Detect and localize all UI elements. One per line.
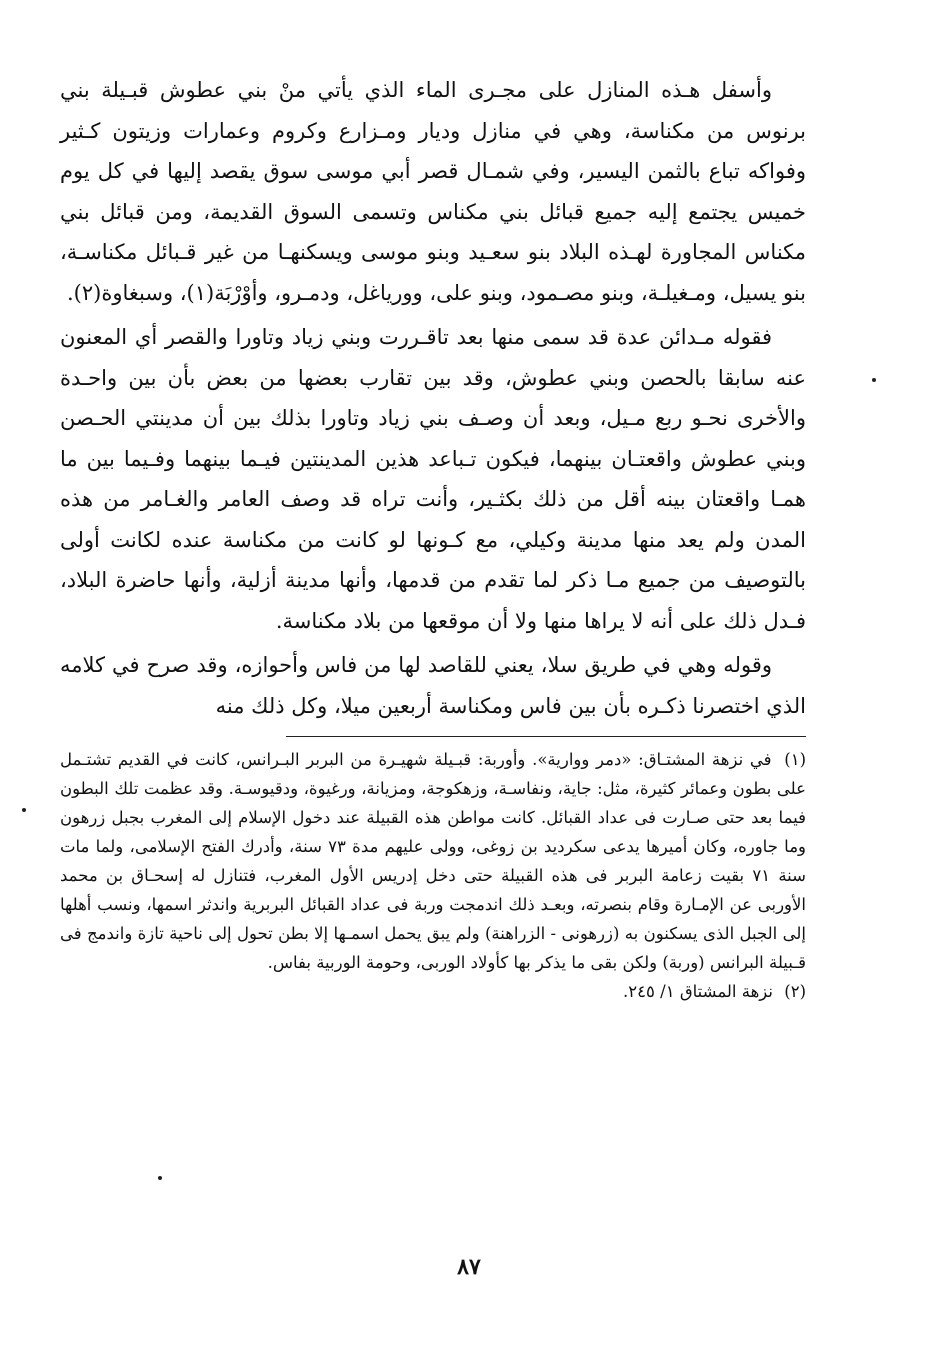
footnote-2-number: (٢) — [784, 982, 806, 1001]
footnote-1 — [60, 745, 806, 977]
scan-speck — [158, 1176, 162, 1180]
footnotes — [60, 745, 806, 1006]
book-page — [60, 70, 806, 1006]
footnote-1-text: في نزهة المشتـاق: «دمر ووارية». وأوربة: قبـيلة شهيـرة من البربر البـرانس، كانت في القديم تشتـمل على بطون وعمائر كثيرة، مثل: جاية، ونفاسـة، وزهكوجة، ومزيانة، ورغيوة، ودقيوسـة. وقد عظمت تلك البطون فيما بعد حتى صـارت فى عداد القبائل. كانت مواطن هذه القبيلة عند دخول الإسلام إلى المغرب بجبل زرهون وما جاوره، وكان أميرها يدعى سكرديد بن زوغى، وولى عليهم مدة ٧٣ سنة، وأدرك الفتح الإسلامى، ولما مات سنة ٧١ بقيت زعامة البربر فى هذه القبيلة حتى دخل إدريس الأول المغرب، فتنازل له إسحـاق بن محمد الأوربى عن الإمـارة وقام بنصرته، وبعـد ذلك اندمجت وربة فى عداد القبائل البربرية واندثر اسمها، ونسب أهلها إلى الجبل الذى يسكنون به (زرهونى - الزراهنة) ولم يبق يحمل اسمـها إلا بطن تحول إلى ناحية تازة واندمج فى قـبيلة البرانس (وربة) ولكن بقى ما يذكر بها كأولاد الوربى، وحومة الوربية بفاس. — [60, 750, 807, 972]
footnote-separator — [286, 736, 806, 737]
page-number: ٨٧ — [457, 1254, 481, 1280]
scan-speck — [872, 378, 876, 382]
paragraph-2: فقوله مـدائن عدة قد سمى منها بعد تاقـررت وبني زياد وتاورا والقصر أي المعنون عنه سابقا بالحصن وبني عطوش، وقد بين تقارب بعضها من بعض بأن بين واحـدة والأخرى نحـو ربع مـيل، وبعد أن وصـف بني زياد وتاورا بذلك بين أن مدينتي الحـصن وبني عطوش واقعتـان بينهما، فيكون تـباعد هذين المدينتين فيـما بينهما وفـيما بين ما همـا واقعتان بينه أقل من ذلك بكثـير، وأنت تراه قد وصف العامر والغـامر من هذه المدن ولم يعد منها مدينة وكيلي، مع كـونها لو كانت من مكناسة عنده لكانت أولى بالتوصيف من جميع مـا ذكر لما تقدم من قدمها، وأنها مدينة أزلية، وأنها حاضرة البلاد، فـدل ذلك على أنه لا يراها منها ولا أن موقعها من بلاد مكناسة. — [60, 325, 806, 633]
footnote-2 — [60, 977, 806, 1006]
paragraph-3: وقوله وهي في طريق سلا، يعني للقاصد لها من فاس وأحوازه، وقد صرح في كلامه الذي اختصرنا ذكـره بأن بين فاس ومكناسة أربعين ميلا، وكل ذلك منه — [60, 653, 806, 718]
main-text — [60, 70, 806, 726]
scan-speck — [22, 808, 26, 812]
footnote-1-number: (١) — [784, 750, 806, 769]
footnote-2-text: نزهة المشتاق ١/ ٢٤٥. — [623, 982, 773, 1001]
paragraph-1: وأسفل هـذه المنازل على مجـرى الماء الذي يأتي منْ بني عطوش قبـيلة بني برنوس من مكناسة، وهي في منازل وديار ومـزارع وكروم وعمارات وزيتون كـثير وفواكه تباع بالثمن اليسير، وفي شمـال قصر أبي موسى سوق يقصد إليها في كل يوم خميس يجتمع إليه جميع قبائل بني مكناس وتسمى السوق القديمة، ومن قبائل بني مكناس المجاورة لهـذه البلاد بنو سعـيد وبنو موسى ويسكنهـا من غير قـبائل مكناسـة، بنو يسيل، ومـغيلـة، وبنو مصـمود، وبنو على، وورياغل، ودمـرو، وأوْرْبَة(١)، وسبغاوة(٢). — [60, 78, 806, 305]
